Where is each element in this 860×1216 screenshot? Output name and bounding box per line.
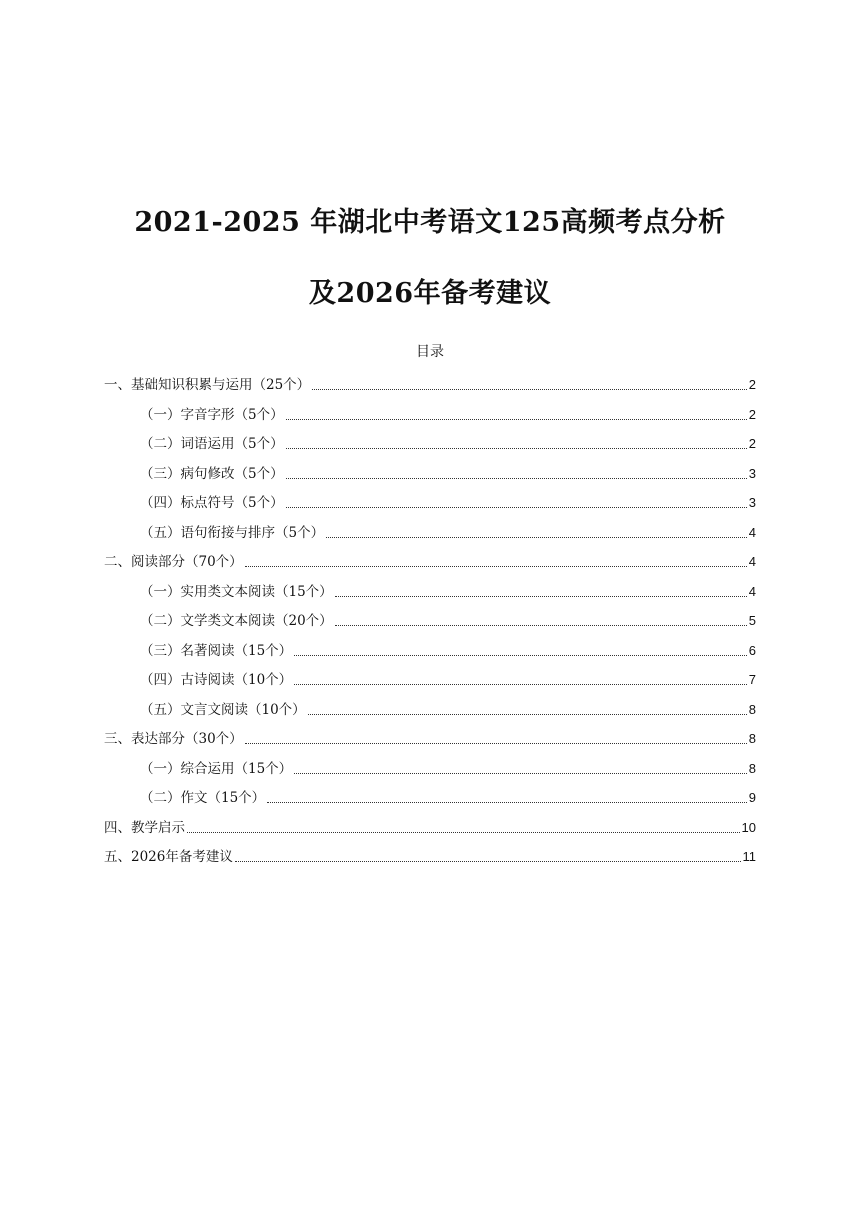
toc-leader-dots: [286, 419, 747, 420]
toc-entry-page: 2: [748, 377, 756, 392]
toc-entry[interactable]: [140, 638, 756, 660]
toc-entry-label: （二）作文（15个）: [140, 790, 266, 806]
toc-entry-label: （四）标点符号（5个）: [140, 495, 284, 511]
toc-leader-dots: [294, 684, 747, 685]
toc-leader-dots: [286, 478, 747, 479]
toc-entry[interactable]: [140, 756, 756, 778]
toc-leader-dots: [286, 448, 747, 449]
toc-entry[interactable]: [140, 461, 756, 483]
toc-entry-page: 2: [748, 406, 756, 422]
toc-entry-label: （三）名著阅读（15个）: [140, 642, 293, 659]
toc-entry[interactable]: [140, 667, 756, 689]
toc-entry-page: 4: [748, 554, 756, 569]
toc-entry[interactable]: [104, 549, 756, 571]
toc-leader-dots: [267, 802, 747, 803]
toc-entry[interactable]: [104, 372, 756, 394]
toc-entry-label: 一、基础知识积累与运用（25个）: [104, 377, 311, 393]
toc-entry[interactable]: [104, 726, 756, 748]
toc-leader-dots: [245, 743, 747, 744]
toc-entry[interactable]: [140, 490, 756, 512]
toc-entry[interactable]: [140, 608, 756, 630]
toc-entry-label: （四）古诗阅读（10个）: [140, 672, 293, 688]
toc-entry-page: 3: [748, 465, 756, 481]
toc-entry-label: 二、阅读部分（70个）: [104, 554, 243, 570]
toc-entry-page: 10: [741, 819, 756, 835]
toc-leader-dots: [335, 625, 747, 626]
toc-entry[interactable]: [140, 579, 756, 601]
toc-entry[interactable]: [140, 402, 756, 424]
toc-leader-dots: [294, 773, 747, 774]
toc-entry-label: （三）病句修改（5个）: [140, 465, 284, 482]
toc-leader-dots: [187, 832, 740, 833]
toc-entry-page: 11: [742, 849, 756, 864]
toc-leader-dots: [286, 507, 747, 508]
toc-entry-label: （二）词语运用（5个）: [140, 436, 284, 452]
toc-entry-page: 8: [748, 701, 756, 717]
toc-leader-dots: [312, 389, 747, 390]
toc-entry-page: 4: [748, 524, 756, 540]
toc-entry-page: 2: [748, 436, 756, 451]
toc-entry-label: （一）综合运用（15个）: [140, 760, 293, 777]
toc-entry-label: （五）文言文阅读（10个）: [140, 701, 306, 718]
toc-entry-page: 9: [748, 790, 756, 805]
toc-leader-dots: [326, 537, 747, 538]
document-title-line-2: 及2026年备考建议: [308, 278, 552, 309]
toc-entry-page: 6: [748, 642, 756, 658]
toc-entry[interactable]: [140, 785, 756, 807]
toc-entry-label: （二）文学类文本阅读（20个）: [140, 613, 333, 629]
toc-entry-page: 4: [748, 583, 756, 599]
toc-entry-label: 四、教学启示: [104, 819, 185, 836]
toc-entry-page: 8: [748, 760, 756, 776]
document-title-line-1: 2021-2025 年湖北中考语文125高频考点分析: [134, 207, 726, 238]
toc-entry[interactable]: [140, 431, 756, 453]
toc-leader-dots: [235, 861, 741, 862]
toc-entry[interactable]: [104, 844, 756, 866]
toc-entry-label: 三、表达部分（30个）: [104, 731, 243, 747]
toc-entry[interactable]: [140, 520, 756, 542]
toc-entry-page: 8: [748, 731, 756, 746]
toc-leader-dots: [335, 596, 747, 597]
toc-leader-dots: [308, 714, 747, 715]
toc-entry-page: 7: [748, 672, 756, 687]
toc-entry-label: （一）实用类文本阅读（15个）: [140, 583, 333, 600]
toc-entry-page: 3: [748, 495, 756, 510]
toc-entry-label: （五）语句衔接与排序（5个）: [140, 524, 325, 541]
toc-leader-dots: [294, 655, 747, 656]
toc-heading: 目录: [416, 344, 444, 360]
toc-entry[interactable]: [104, 815, 756, 837]
toc-entry-label: 五、2026年备考建议: [104, 849, 233, 865]
toc-entry-label: （一）字音字形（5个）: [140, 406, 284, 423]
toc-entry[interactable]: [140, 697, 756, 719]
toc-entry-page: 5: [748, 613, 756, 628]
toc-leader-dots: [245, 566, 747, 567]
